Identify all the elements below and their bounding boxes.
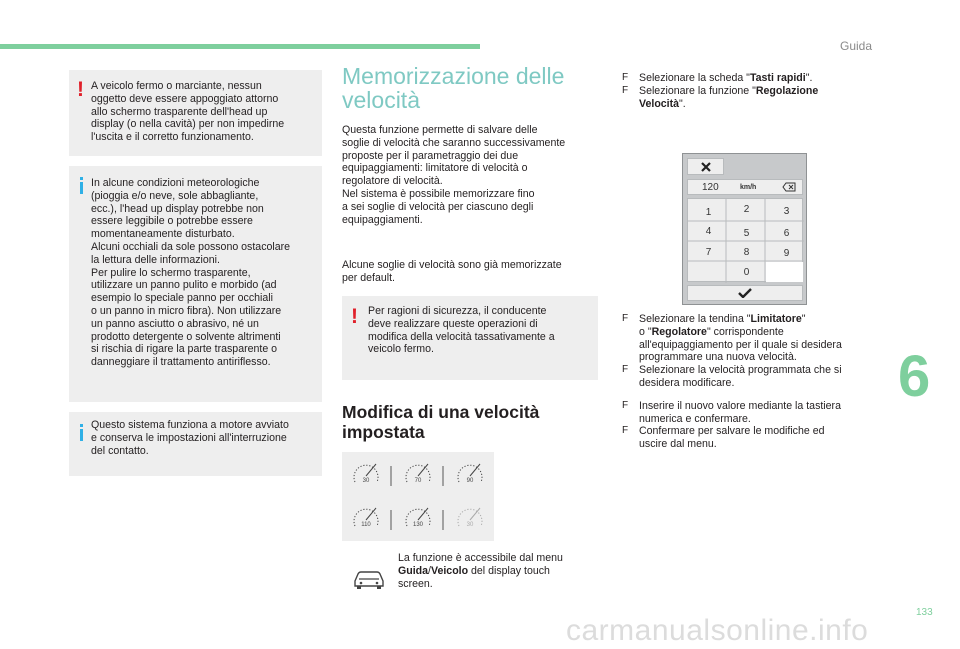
speed-preset-icon [354, 508, 378, 528]
list-item: F Selezionare la scheda "Tasti rapidi". [622, 72, 813, 84]
warning-text-2: Per ragioni di sicurezza, il conducente deve realizzare queste operazioni di modifica della velocità tassativamente a veicolo fermo. [368, 305, 555, 356]
key-9[interactable]: 9 [783, 247, 790, 259]
key-3[interactable]: 3 [783, 205, 790, 217]
bullet-icon: F [622, 399, 629, 411]
section-heading-modifica: Modifica di una velocità impostata [342, 402, 540, 442]
page-number: 133 [916, 607, 933, 618]
key-5[interactable]: 5 [743, 227, 750, 239]
header-accent-bar [0, 44, 480, 49]
speed-preset-label: 90 [466, 478, 474, 484]
chapter-number: 6 [898, 344, 931, 409]
warning-icon: ! [351, 305, 358, 328]
info-box-2 [69, 412, 322, 476]
list-item: F Selezionare la velocità programmata che si desidera modificare. [622, 364, 842, 389]
backspace-icon[interactable] [782, 182, 796, 192]
key-6[interactable]: 6 [783, 227, 790, 239]
info-icon [80, 424, 83, 427]
list-item: F Confermare per salvare le modifiche ed uscire dal menu. [622, 425, 825, 451]
speed-presets-illustration [342, 452, 494, 541]
watermark: carmanualsonline.info [566, 614, 869, 647]
speed-preset-label: 110 [361, 522, 371, 528]
warning-text-1: A veicolo fermo o marciante, nessun oggetto deve essere appoggiato attorno allo schermo trasparente dell'head up display (o nella cavità) per non impedirne l'uscita e il corretto funzionamento. [91, 80, 285, 144]
key-2[interactable]: 2 [743, 203, 750, 215]
key-4[interactable]: 4 [705, 225, 712, 237]
warning-icon: ! [77, 78, 84, 101]
key-7[interactable]: 7 [705, 246, 712, 258]
car-icon [352, 568, 386, 590]
speed-preset-label: 70 [414, 478, 422, 484]
speed-preset-label: 30 [466, 522, 474, 528]
key-1[interactable]: 1 [705, 206, 712, 218]
speed-preset-icon [458, 508, 482, 528]
list-item: F Selezionare la funzione "Regolazione Velocità". [622, 84, 819, 110]
bullet-icon: F [622, 72, 629, 83]
section-heading-memorizzazione: Memorizzazione delle velocità [342, 63, 565, 113]
keypad-grid [687, 198, 803, 282]
key-0[interactable]: 0 [743, 266, 750, 278]
speed-display: 120 km/h [687, 179, 803, 195]
warning-box-2 [342, 296, 598, 380]
speed-keypad-screenshot [682, 153, 807, 305]
menu-access-note: La funzione è accessibile dal menu Guida/Veicolo del display touch screen. [398, 552, 563, 590]
speed-presets-graphic [342, 452, 494, 541]
list-item: F Selezionare la tendina "Limitatore" o "Regolatore" corrispondente all'equipaggiamento per il quale si desidera programmare una nuova velocità. [622, 313, 842, 364]
speed-preset-icon [458, 464, 482, 484]
speed-preset-label: 130 [412, 522, 424, 528]
close-icon [700, 161, 712, 173]
instruction-list-bottom [622, 313, 884, 451]
key-8[interactable]: 8 [743, 246, 750, 258]
bullet-icon: F [622, 84, 629, 96]
paragraph-intro: Questa funzione permette di salvare delle soglie di velocità che saranno successivamente proposte per il parametraggio dei due equipaggiamenti: limitatore di velocità o regolatore di velocità. Nel sistema è possibile memorizzare fino a sei soglie di velocità per ciascuno degli equipaggiamenti. [342, 124, 566, 226]
bullet-icon: F [622, 364, 629, 376]
list-item: F Inserire il nuovo valore mediante la tastiera numerica e confermare. [622, 399, 841, 425]
warning-box-1 [69, 70, 322, 156]
confirm-button[interactable] [687, 285, 803, 301]
info-text-2: Questo sistema funziona a motore avviato e conserva le impostazioni all'interruzione del contatto. [91, 419, 289, 457]
checkmark-icon [738, 288, 752, 298]
instruction-list-top [622, 72, 884, 110]
speed-preset-icon [406, 464, 430, 484]
info-text-1: In alcune condizioni meteorologiche (pioggia e/o neve, sole abbagliante, ecc.), l'head up display potrebbe non essere leggibile o potrebbe essere momentaneamente disturbato. Alcuni occhiali da sole possono ostacolare la lettura delle informazioni. Per pulire lo schermo trasparente, utilizzare un panno pulito e morbido (ad esempio lo speciale panno per occhiali o un panno in micro fibra). Non utilizzare un panno asciutto o abrasivo, né un prodotto detergente o solvente altrimenti si rischia di rigare la parte trasparente o danneggiare il trattamento antiriflesso. [91, 177, 291, 369]
speed-preset-label: 30 [362, 478, 370, 484]
info-icon [80, 177, 83, 180]
close-button[interactable] [687, 158, 724, 175]
unit-label: km/h [740, 183, 757, 191]
bullet-icon: F [622, 425, 629, 437]
paragraph-default: Alcune soglie di velocità sono già memorizzate per default. [342, 259, 562, 284]
speed-preset-icon [406, 508, 430, 528]
info-box-1 [69, 166, 322, 402]
speed-preset-icon [354, 464, 378, 484]
section-label: Guida [840, 39, 873, 53]
bullet-icon: F [622, 313, 629, 324]
